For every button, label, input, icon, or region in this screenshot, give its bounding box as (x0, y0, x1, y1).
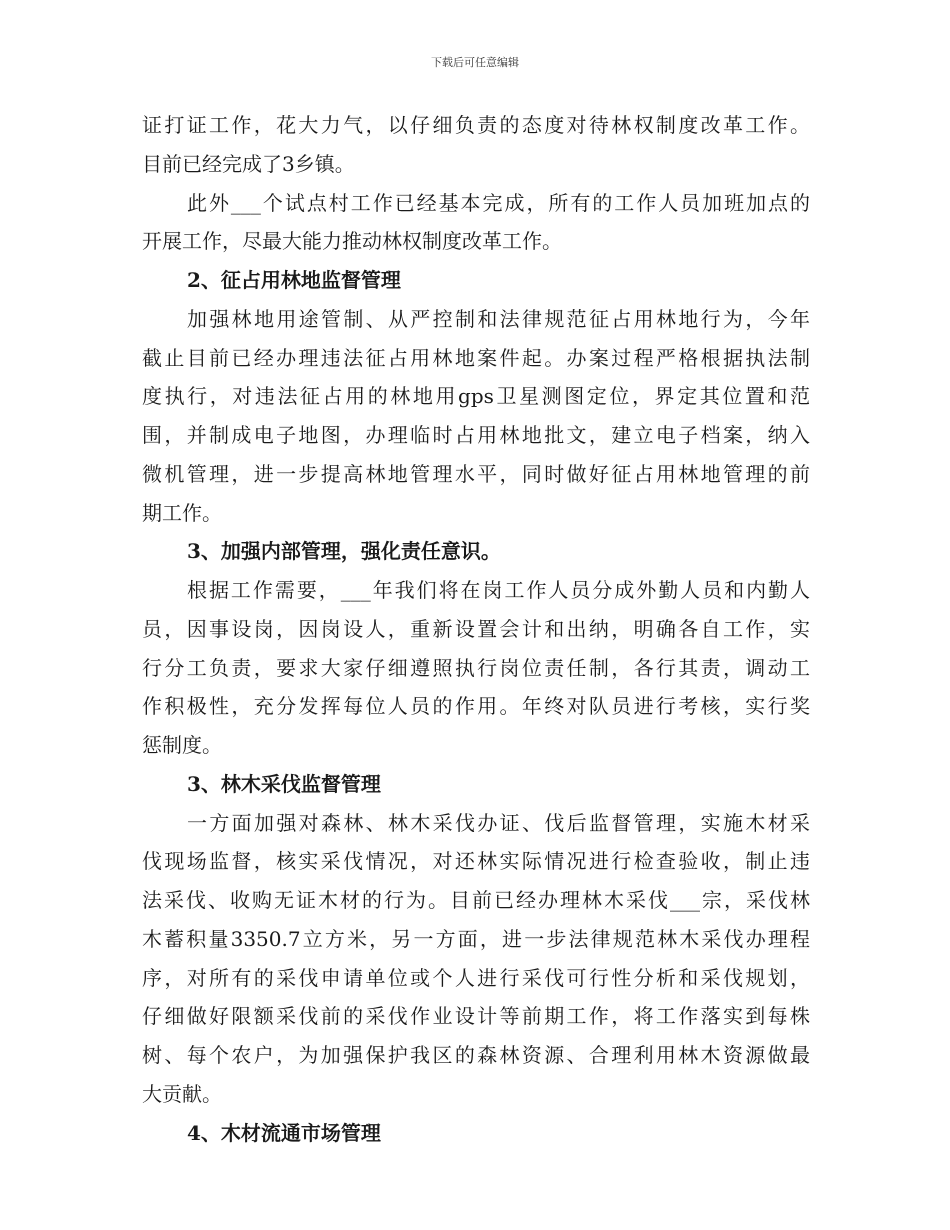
section-heading: 4、木材流通市场管理 (187, 1120, 381, 1145)
paragraph-line: 木蓄积量3350.7立方米，另一方面，进一步法律规范林木采伐办理程 (142, 926, 810, 951)
document-body (142, 106, 810, 1152)
page-header: 下载后可任意编辑 (431, 56, 519, 69)
paragraph-line: 一方面加强对森林、林木采伐办证、伐后监督管理，实施木材采 (187, 810, 810, 835)
paragraph-line: 行分工负责，要求大家仔细遵照执行岗位责任制，各行其责，调动工 (142, 655, 810, 680)
paragraph-line: 员，因事设岗，因岗设人，重新设置会计和出纳，明确各自工作，实 (142, 616, 810, 641)
paragraph-line: 截止目前已经办理违法征占用林地案件起。办案过程严格根据执法制 (142, 345, 810, 370)
section-heading: 2、征占用林地监督管理 (187, 268, 401, 292)
paragraph-line: 作积极性，充分发挥每位人员的作用。年终对队员进行考核，实行奖 (142, 694, 810, 719)
paragraph-line: 此外___个试点村工作已经基本完成，所有的工作人员加班加点的 (187, 190, 810, 215)
paragraph-line: 度执行，对违法征占用的林地用gps卫星测图定位，界定其位置和范 (142, 384, 810, 409)
paragraph-line: 根据工作需要，___年我们将在岗工作人员分成外勤人员和内勤人 (187, 578, 810, 602)
paragraph-line: 树、每个农户，为加强保护我区的森林资源、合理利用林木资源做最 (142, 1043, 810, 1067)
paragraph-line: 开展工作，尽最大能力推动林权制度改革工作。 (142, 229, 562, 254)
paragraph-line: 期工作。 (142, 500, 222, 525)
section-heading: 3、林木采伐监督管理 (187, 771, 381, 796)
paragraph-line: 伐现场监督，核实采伐情况，对还林实际情况进行检查验收，制止违 (142, 849, 810, 874)
paragraph-line: 序，对所有的采伐申请单位或个人进行采伐可行性分析和采伐规划， (142, 965, 810, 990)
paragraph-line: 法采伐、收购无证木材的行为。目前已经办理林木采伐___宗，采伐林 (142, 888, 810, 912)
paragraph-line: 仔细做好限额采伐前的采伐作业设计等前期工作，将工作落实到每株 (142, 1004, 810, 1029)
section-heading: 3、加强内部管理，强化责任意识。 (187, 539, 501, 564)
paragraph-line: 惩制度。 (142, 733, 222, 757)
paragraph-line: 目前已经完成了3乡镇。 (142, 151, 355, 176)
paragraph-line: 证打证工作，花大力气，以仔细负责的态度对待林权制度改革工作。 (142, 113, 810, 137)
paragraph-line: 微机管理，进一步提高林地管理水平，同时做好征占用林地管理的前 (142, 461, 810, 486)
paragraph-line: 围，并制成电子地图，办理临时占用林地批文，建立电子档案，纳入 (142, 423, 810, 447)
paragraph-line: 加强林地用途管制、从严控制和法律规范征占用林地行为，今年 (187, 306, 810, 331)
paragraph-line: 大贡献。 (142, 1081, 222, 1106)
